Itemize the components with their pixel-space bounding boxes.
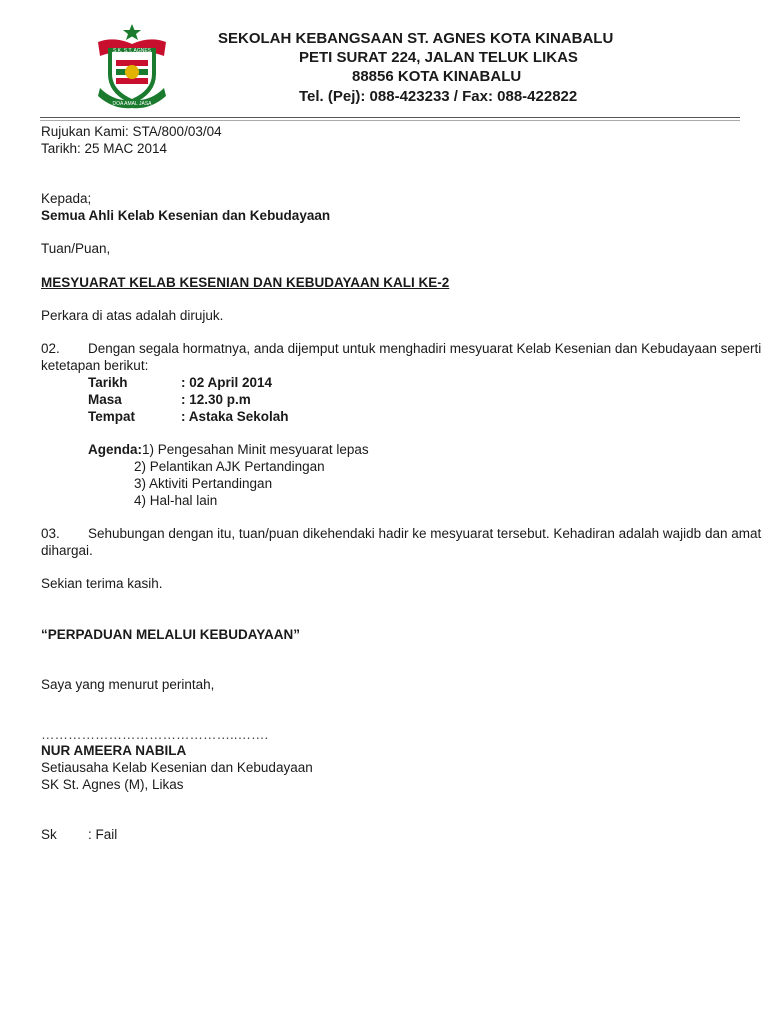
detail-label-date: Tarikh	[88, 375, 128, 390]
motto: “PERPADUAN MELALUI KEBUDAYAAN”	[41, 627, 301, 642]
logo-motto-text: DOA AMAL JASA	[112, 101, 152, 107]
letterhead-divider	[40, 117, 740, 118]
school-postcode: 88856 KOTA KINABALU	[352, 68, 522, 85]
paragraph-2-line-2: ketetapan berikut:	[41, 358, 149, 373]
school-name: SEKOLAH KEBANGSAAN ST. AGNES KOTA KINABALU	[218, 30, 614, 47]
agenda-item: 4) Hal-hal lain	[134, 493, 218, 508]
paragraph-2-line-1: Dengan segala hormatnya, anda dijemput untuk menghadiri mesyuarat Kelab Kesenian dan Kebudayaan seperti	[88, 341, 762, 356]
agenda-label: Agenda:	[88, 442, 142, 457]
detail-value-date: : 02 April 2014	[181, 375, 273, 390]
subject-line: MESYUARAT KELAB KESENIAN DAN KEBUDAYAAN KALI KE-2	[41, 275, 450, 290]
detail-value-place: : Astaka Sekolah	[181, 409, 289, 424]
signatory-title: Setiausaha Kelab Kesenian dan Kebudayaan	[41, 760, 313, 775]
letterhead-divider-thin	[40, 120, 740, 121]
reference-number: Rujukan Kami: STA/800/03/04	[41, 124, 222, 139]
sign-off: Saya yang menurut perintah,	[41, 677, 215, 692]
school-address: PETI SURAT 224, JALAN TELUK LIKAS	[299, 49, 578, 66]
agenda-item: 1) Pengesahan Minit mesyuarat lepas	[142, 442, 369, 457]
paragraph-3-number: 03.	[41, 526, 60, 541]
closing-line: Sekian terima kasih.	[41, 576, 163, 591]
cc-label: Sk	[41, 827, 57, 842]
salutation: Tuan/Puan,	[41, 241, 111, 256]
cc-value: : Fail	[88, 827, 118, 842]
paragraph-3-line-1: Sehubungan dengan itu, tuan/puan dikehendaki hadir ke mesyuarat tersebut. Kehadiran adalah wajidb dan amat	[88, 526, 762, 541]
detail-value-time: : 12.30 p.m	[181, 392, 251, 407]
letter-date: Tarikh: 25 MAC 2014	[41, 141, 168, 156]
agenda-item: 3) Aktiviti Pertandingan	[134, 476, 273, 491]
logo-top-text: S.K. S.T. AGNES	[112, 48, 152, 54]
signatory-organization: SK St. Agnes (M), Likas	[41, 777, 184, 792]
agenda-item: 2) Pelantikan AJK Pertandingan	[134, 459, 325, 474]
paragraph-3-line-2: dihargai.	[41, 543, 93, 558]
recipient-label: Kepada;	[41, 191, 92, 206]
detail-label-place: Tempat	[88, 409, 136, 424]
signature-line: ……………………………………..…….	[41, 727, 269, 742]
school-phone-fax: Tel. (Pej): 088-423233 / Fax: 088-422822	[299, 88, 578, 105]
detail-label-time: Masa	[88, 392, 122, 407]
signatory-name: NUR AMEERA NABILA	[41, 743, 187, 758]
recipient-name: Semua Ahli Kelab Kesenian dan Kebudayaan	[41, 208, 331, 223]
paragraph-2-number: 02.	[41, 341, 60, 356]
paragraph-1: Perkara di atas adalah dirujuk.	[41, 308, 224, 323]
school-crest-logo	[94, 22, 170, 110]
